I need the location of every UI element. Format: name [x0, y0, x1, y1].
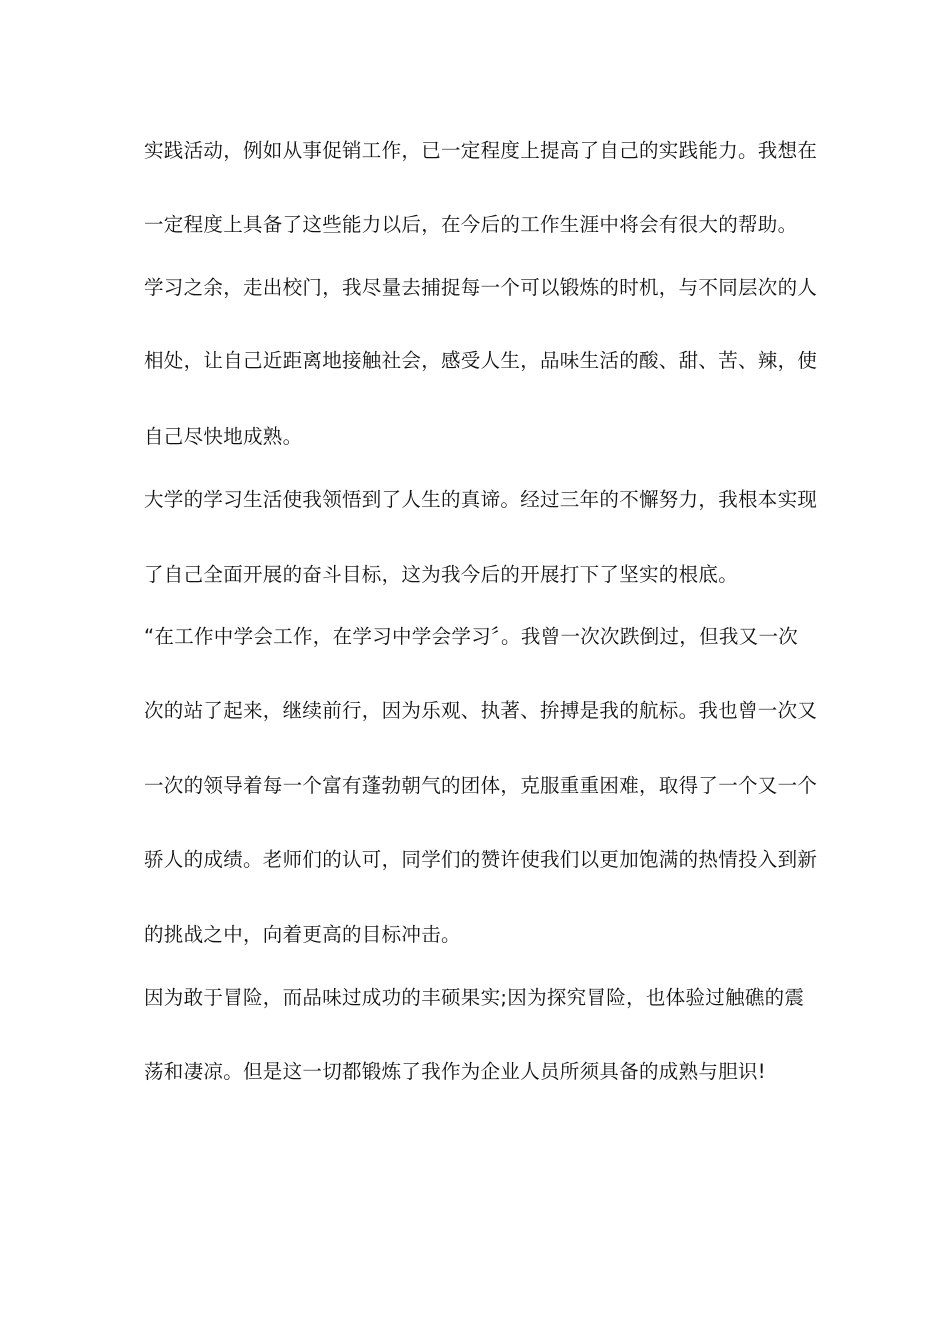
text-line: 荡和凄凉。但是这一切都锻炼了我作为企业人员所须具备的成熟与胆识!: [144, 1060, 766, 1083]
paragraph-start-line: 大学的学习生活使我领悟到了人生的真谛。经过三年的不懈努力，我根本实现: [144, 488, 818, 511]
text-line: 自己尽快地成熟。: [144, 425, 303, 448]
text-line: 一定程度上具备了这些能力以后，在今后的工作生涯中将会有很大的帮助。: [144, 213, 798, 236]
text-line: 一次的领导着每一个富有蓬勃朝气的团体，克服重重困难，取得了一个又一个: [144, 774, 818, 797]
paragraph-start-line: 因为敢于冒险，而品味过成功的丰硕果实;因为探究冒险，也体验过触礁的震: [144, 986, 805, 1009]
text-line: 了自己全面开展的奋斗目标，这为我今后的开展打下了坚实的根底。: [144, 563, 739, 586]
paragraph-start-line: “在工作中学会工作，在学习中学会学习〞。我曾一次次跌倒过，但我又一次: [144, 625, 799, 648]
text-line: 相处，让自己近距离地接触社会，感受人生，品味生活的酸、甜、苦、辣，使: [144, 349, 818, 372]
paragraph-start-line: 学习之余，走出校门，我尽量去捕捉每一个可以锻炼的时机，与不同层次的人: [144, 276, 818, 299]
text-line: 的挑战之中，向着更高的目标冲击。: [144, 923, 461, 946]
text-line: 实践活动，例如从事促销工作，已一定程度上提高了自己的实践能力。我想在: [144, 139, 818, 162]
text-line: 次的站了起来，继续前行，因为乐观、执著、拚搏是我的航标。我也曾一次又: [144, 699, 818, 722]
text-line: 骄人的成绩。老师们的认可，同学们的赞许使我们以更加饱满的热情投入到新: [144, 848, 818, 871]
